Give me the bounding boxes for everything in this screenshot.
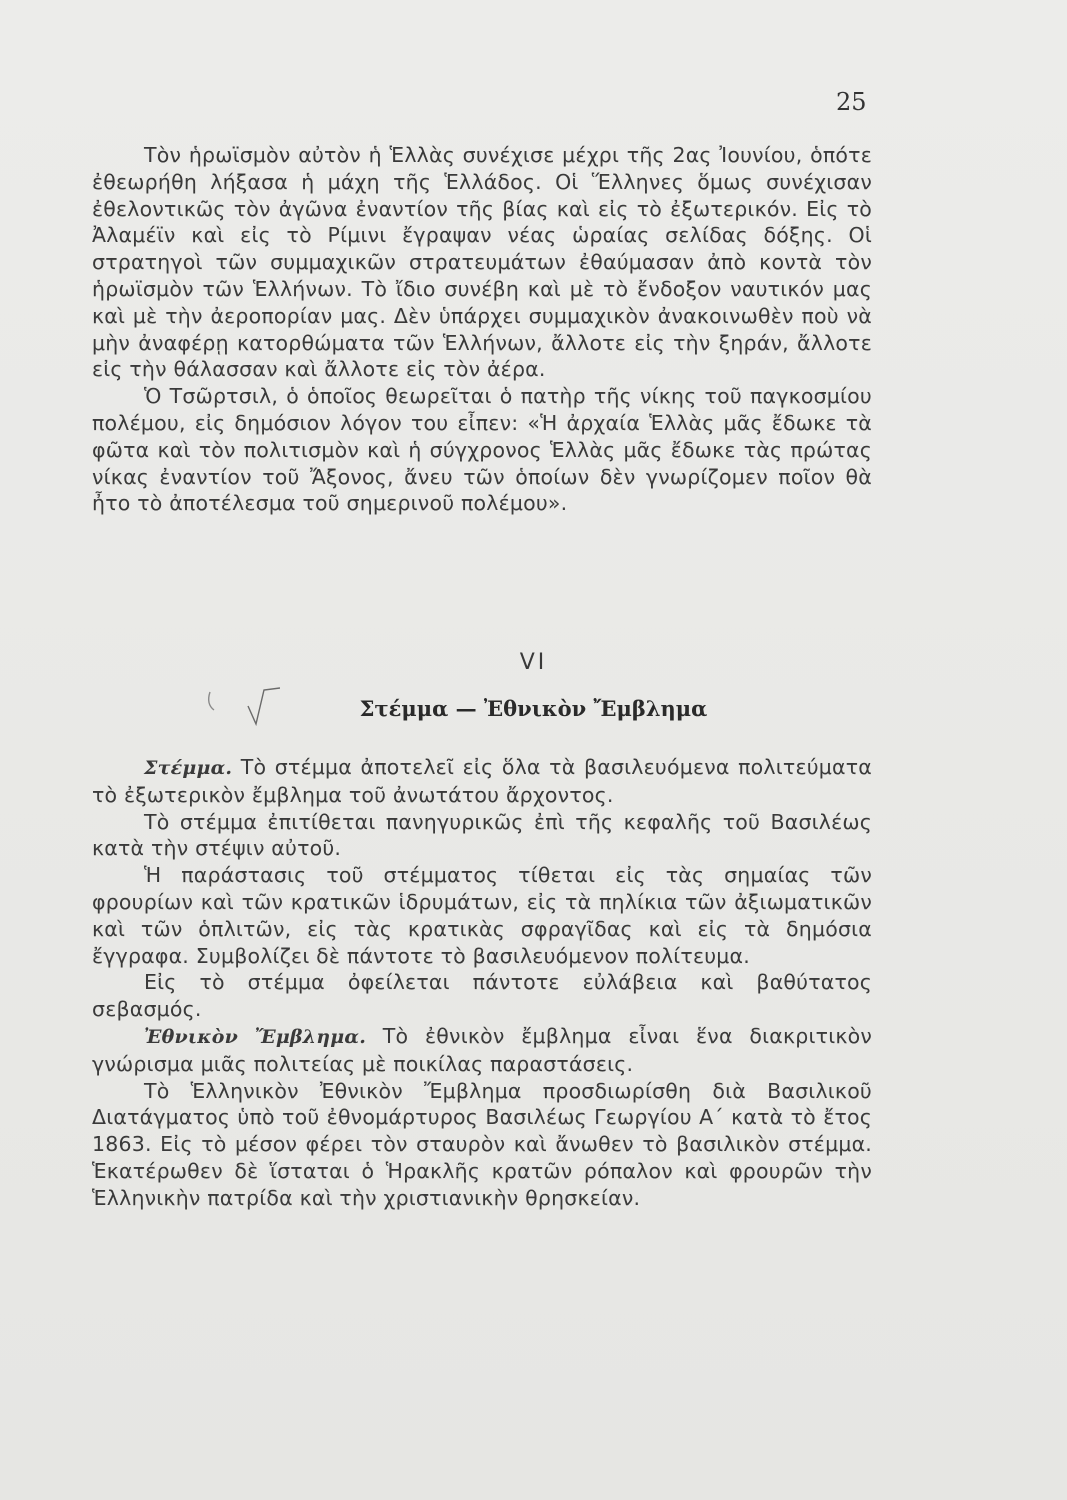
paragraph-emblem-definition-text: Τὸ ἐθνικὸν ἔμβλημα εἶναι ἕνα διακριτικὸν γνώρισμα μιᾶς πολιτείας μὲ ποικίλας παραστάσεις. [92,1023,873,1076]
section-body [92,754,872,1212]
top-text-block [92,142,872,517]
run-in-heading-crown: Στέμμα. [144,757,233,779]
paragraph-crown-usage: Ἡ παράστασις τοῦ στέμματος τίθεται εἰς τὰς σημαίας τῶν φρουρίων καὶ τῶν κρατικῶν ἱδρυμάτων, εἰς τὰ πηλίκια τῶν ἀξιωματικῶν καὶ τῶν ὁπλιτῶν, εἰς τὰς κρατικὰς σφραγῖδας καὶ εἰς τὰ δημόσια ἔγγραφα. Συμβολίζει δὲ πάντοτε τὸ βασιλευόμενον πολίτευμα. [92,863,872,968]
page-number: 25 [836,88,867,116]
paragraph-coronation: Τὸ στέμμα ἐπιτίθεται πανηγυρικῶς ἐπὶ τῆς κεφαλῆς τοῦ Βασιλέως κατὰ τὴν στέψιν αὐτοῦ. [92,809,872,861]
paragraph-heroism: Τὸν ἡρωϊσμὸν αὐτὸν ἡ Ἑλλὰς συνέχισε μέχρι τῆς 2ας Ἰουνίου, ὁπότε ἐθεωρήθη λήξασα ἡ μάχη τῆς Ἑλλάδος. Οἱ Ἕλληνες ὅμως συνέχισαν ἐθελοντικῶς τὸν ἀγῶνα ἐναντίον τῆς βίας καὶ εἰς τὸ ἐξωτερικόν. Εἰς τὸ Ἀλαμέϊν καὶ εἰς τὸ Ρίμινι ἔγραψαν νέας ὡραίας σελίδας δόξης. Οἱ στρατηγοὶ τῶν συμμαχικῶν στρατευμάτων ἐθαύμασαν ἀπὸ κοντὰ τὸν ἡρωϊσμὸν τῶν Ἑλλήνων. Τὸ ἴδιο συνέβη καὶ μὲ τὸ ἔνδοξον ναυτικόν μας καὶ μὲ τὴν ἀεροπορίαν μας. Δὲν ὑπάρχει συμμαχικὸν ἀνακοινωθὲν ποὺ νὰ μὴν ἀναφέρῃ κατορθώματα τῶν Ἑλλήνων, ἄλλοτε εἰς τὴν ξηράν, ἄλλοτε εἰς τὴν θάλασσαν καὶ ἄλλοτε εἰς τὸν ἀέρα. [92,143,872,382]
run-in-heading-emblem: Ἐθνικὸν Ἔμβλημα. [144,1025,367,1048]
paragraph-crown-reverence: Εἰς τὸ στέμμα ὀφείλεται πάντοτε εὐλάβεια καὶ βαθύτατος σεβασμός. [92,970,872,1022]
paragraph-greek-emblem: Τὸ Ἑλληνικὸν Ἐθνικὸν Ἔμβλημα προσδιωρίσθη διὰ Βασιλικοῦ Διατάγματος ὑπὸ τοῦ ἐθνομάρτυρος Βασιλέως Γεωργίου Α΄ κατὰ τὸ ἔτος 1863. Εἰς τὸ μέσον φέρει τὸν σταυρὸν καὶ ἄνωθεν τὸ βασιλικὸν στέμμα. Ἑκατέρωθεν δὲ ἵσταται ὁ Ἡρακλῆς κρατῶν ρόπαλον καὶ φρουρῶν τὴν Ἑλληνικὴν πατρίδα καὶ τὴν χριστιανικὴν θρησκείαν. [92,1078,872,1210]
section-number: VI [519,650,548,675]
paragraph-emblem-definition [92,1023,872,1078]
section-title: Στέμμα — Ἐθνικὸν Ἔμβλημα [359,696,708,721]
paragraph-churchill-quote: Ὁ Τσῶρτσιλ, ὁ ὁποῖος θεωρεῖται ὁ πατὴρ τῆς νίκης τοῦ παγκοσμίου πολέμου, εἰς δημόσιον λόγον του εἶπεν: «Ἡ ἀρχαία Ἑλλὰς μᾶς ἔδωκε τὰ φῶτα καὶ τὸν πολιτισμὸν καὶ ἡ σύγχρονος Ἑλλὰς μᾶς ἔδωκε τὰς πρώτας νίκας ἐναντίον τοῦ Ἄξονος, ἄνευ τῶν ὁποίων δὲν γνωρίζομεν ποῖον θὰ ἦτο τὸ ἀποτέλεσμα τοῦ σημερινοῦ πολέμου». [92,384,872,516]
paragraph-crown-definition-text: Τὸ στέμμα ἀποτελεῖ εἰς ὅλα τὰ βασιλευόμενα πολιτεύματα τὸ ἐξωτερικὸν ἔμβλημα τοῦ ἀνωτάτου ἄρχοντος. [92,755,872,807]
paragraph-crown-definition [92,754,872,809]
